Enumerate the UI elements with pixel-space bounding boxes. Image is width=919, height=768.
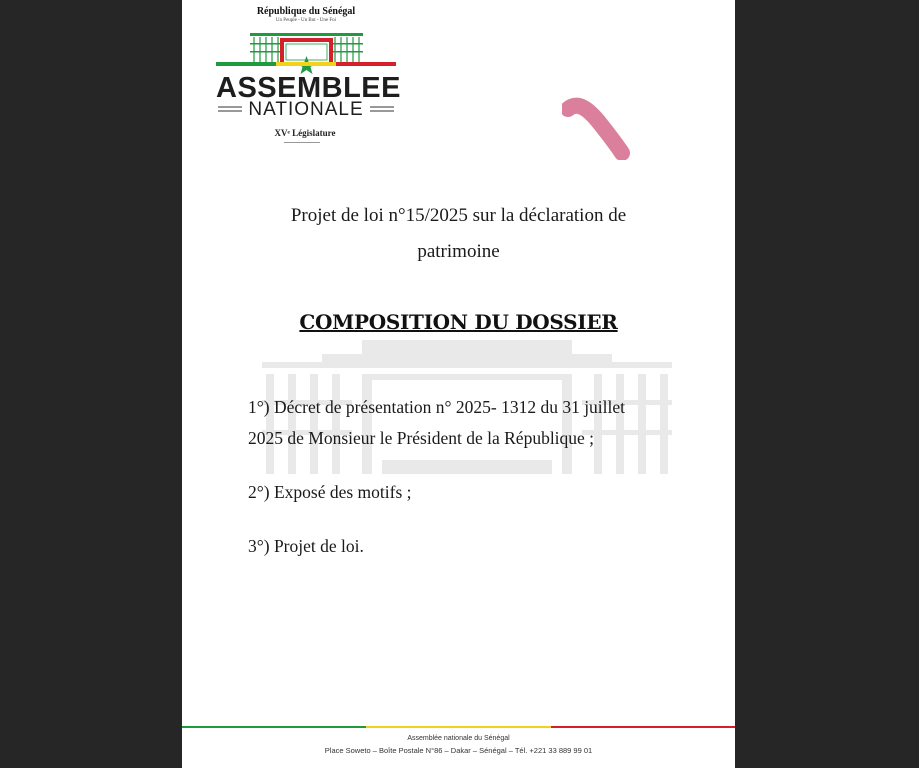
dossier-items-list <box>248 392 688 585</box>
assemblee-nationale-logo <box>182 0 412 150</box>
parliament-building-icon <box>250 29 363 74</box>
footer-address: Place Soweto – Boîte Postale N°86 – Dakar – Sénégal – Tél. +221 33 889 99 01 <box>324 746 593 755</box>
logo-motto-text: Un Peuple - Un But - Une Foi <box>275 18 337 23</box>
flag-color-bar <box>216 62 396 66</box>
document-title <box>242 198 675 270</box>
document-title-line-2: patrimoine <box>417 241 500 262</box>
logo-title: ASSEMBLEE <box>216 72 401 104</box>
logo-subtitle: NATIONALE <box>248 99 364 120</box>
list-item-text: 2025 de Monsieur le Président de la République ; <box>248 428 595 448</box>
list-item <box>248 392 688 454</box>
list-item-text: 3°) Projet de loi. <box>248 536 364 556</box>
page-footer <box>182 724 735 768</box>
list-item <box>248 477 688 508</box>
document-title-line-1: Projet de loi n°15/2025 sur la déclaration de <box>290 205 627 226</box>
list-item <box>248 531 688 562</box>
logo-republic-text: République du Sénégal <box>256 6 356 17</box>
section-heading: COMPOSITION DU DOSSIER <box>299 310 618 334</box>
list-item-text: 1°) Décret de présentation n° 2025- 1312 du 31 juillet <box>248 397 626 417</box>
highlighter-mark <box>562 95 632 160</box>
footer-flag-line <box>182 726 735 728</box>
legislature-label: XVᵉ Législature <box>274 128 336 138</box>
footer-institution-name: Assemblée nationale du Sénégal <box>407 735 510 742</box>
legislature-underline <box>284 142 320 143</box>
list-item-text: 2°) Exposé des motifs ; <box>248 482 412 502</box>
document-page <box>182 0 735 768</box>
